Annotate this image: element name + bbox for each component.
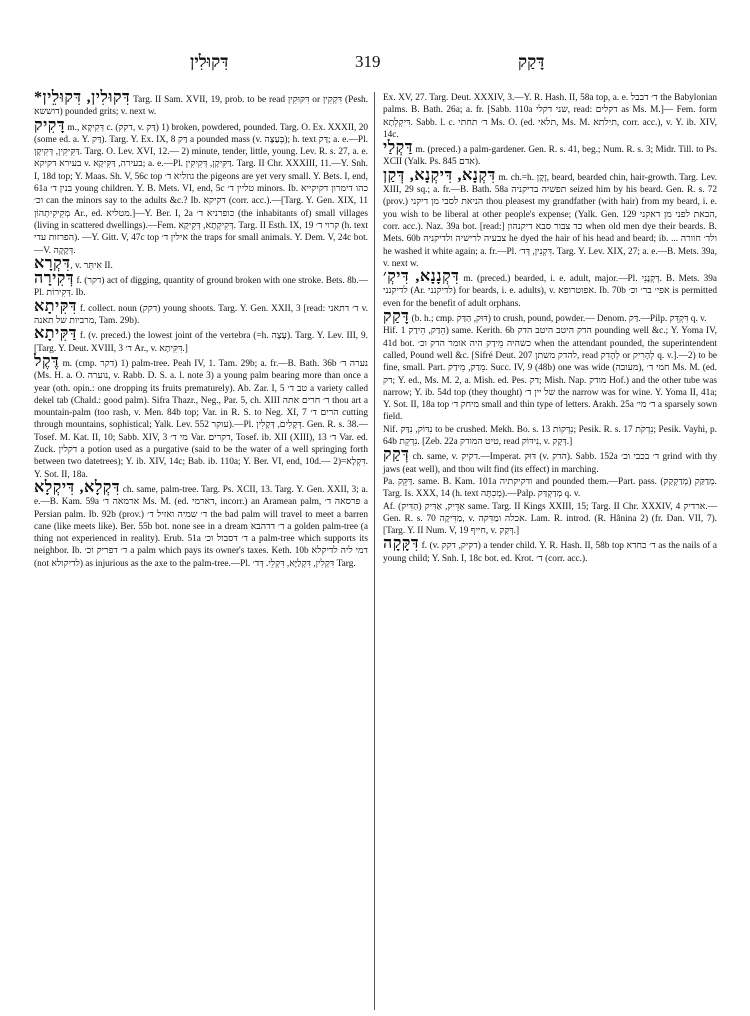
entry-headword: דִּקְנָא, דִּיקְנָא, דְּקַן [383,166,496,184]
entry-text: f. (v. preced.) the lowest joint of the vertebra (=h. עָצֶה). Targ. Y. Lev. III, 9. [Targ. Y. Deut. XVIII, 3 ד׳ Ar., v. דִּקִּיתָא.] [34,331,368,354]
entry-text: m. (preced.) a palm-gardener. Gen. R. s. 41, beg.; Num. R. s. 3; Midr. Till. to Ps. XCII (Yalk. Ps. 845 אדם). [383,145,717,168]
entry [383,535,718,565]
entry [34,325,368,355]
entry [34,89,368,119]
entry-text: ch. same, v. דקיק.—Imperat. דּוּק (v. הדק). Sabb. 152a ד׳ בכבי וכ׳ grind with thy jaws (eat well), and thou wilt find (its effect) in marching. Pa. דַּקֵּק. same. B. Kam. 101a ודקיקתיה and pounded them.—Part. pass. מְדַקַּק (מְדַקְקַק). Targ. Is. XXX, 14 (h. text מְכִתָּה).—Palp. מְדַקְדַּק q. v. Af. אַדֵּיק, אַדִּיק (הַדִּיק) same. Targ. II Kings XXIII, 15; Targ. II Chr. XXXIV, 4 ארדיק.—Gen. R. s. 70 מַדִּיקָה, v. אכלה ומַדִּקה. Lam. R. introd. (R. Hânina 2) (fr. Dan. VII, 7). [Targ. Y. II Num. V, 19 חייף, v. דְּקַק.] [383,452,718,537]
entry-headword: דַּקְלַי [383,139,413,157]
entry-text: f. (v. דקיק, דקק) a tender child. Y. R. Hash. II, 58b top ד׳ כחדא as the nails of a young child; Y. Snh. I, 18c bot. ed. Krot. ד׳ (corr. acc.). [383,541,718,564]
page-number: 319 [355,52,381,71]
entry [34,352,369,481]
entry [34,478,368,570]
right-column [383,92,717,565]
entry-continuation [383,92,717,141]
left-column [34,89,369,570]
entry-headword: דִּקְלָא, דִּיקְלָא [34,478,121,496]
entry-headword: דָּקִיק [34,116,66,134]
entry [383,446,718,537]
entry-headword: דְּקִירָה [34,270,75,288]
column-divider [374,92,375,1010]
entry-headword: דִּקְנָנָא, דִּיקְ׳ [383,268,460,286]
entry [34,297,369,328]
running-head [0,52,750,76]
entry [383,166,718,270]
entry-text: , v. אִיתֵּר II. [70,260,113,271]
entry-headword: דֶּקֶל [34,352,60,370]
entry-headword: דִּקְרָא [34,254,71,272]
running-head-right-word: דָּקַק [518,52,545,71]
entry-headword: דָּקַק [383,308,410,326]
entry-text: Targ. II Sam. XVII, 19, prob. to be read דִּקּוּקִין or דִּקְקִין (Pesh. דוששא) pounded grits; v. next w. [34,95,368,118]
entry-text: m. (cmp. דקר) 1) palm-tree. Peah IV, 1. Tam. 29b; a. fr.—B. Bath. 36b נערה ד׳ (Ms. H. a. O. נוערה, v. Rabb. D. S. a. l. note 3) a young palm bearing more than once a year (oth. opin.: one dropping its fruits prematurely). Ab. Zar. I, 5 טב ד׳ a variety called dekel tab (Chald.: good palm). Sifra Thazr., Neg., Par. 5, ch. XIII ד׳ חרים אתה thou art a mountain-palm (too rash, v. Men. 84b top; Var. in R. S. to Neg. XI, 7 הרים ד׳ cutting through mountains, sophistical; Yalk. Lev. 552 עוקר).—Pl. דְּקָלִים, דְּקָלִין. Gen. R. s. 38.—Tosef. M. Kat. II, 10; Sabb. XIV, 3 מי ד׳ Var. דקרים, Tosef. ib. XII (XIII), 13 ד׳ Var. ed. Zuck. דקלין a potion used as a purgative (said to be the water of a well springing forth between two datetrees); Y. ib. XIV, 14c; Bab. ib. 110a; Y. Ber. VI, end, 10d.— 2)=דִּקְלָא. Y. Sot. II, 18a. [34,358,369,480]
entry [383,308,718,448]
running-head-left-word: דִּקוּלִין [190,52,229,71]
entry-text: m. (preced.) bearded, i. e. adult, major.—Pl. דְּקְנָנֵי. B. Mets. 39a לדיקנני (Ar. לדיקנני) for beards, i. e. adults), v. אפוטרופא. Ib. 70b אפי׳ בר׳ וכ׳ is permitted even for the benefit of adult orphans. [383,274,717,309]
entry [34,270,368,300]
entry-headword: דִּקָּקָה [383,535,420,553]
entry [383,139,717,169]
entry-text: m., דְּקִיקָא c. (דקק, v. דַּק) 1) broken, powdered, pounded. Targ. O. Ex. XXXII, 20 (some ed. a. Y. דַּק). Targ. Y. Ex. IX, 8 דַּק a pounded mass (v. בְּעַצָּה); h. text דַּק; a. e.—Pl. דַּקִּיקִין, דְּקִיקָן. Targ. O. Lev. XVI, 12.— 2) minute, tender, little, young. Lev. R. s. 27, a. e. בעירא דקיקא v. בעירה, דַּקִּיקָא; a. e.—Pl. דַּקִּיקָן, דְּקִיקִין. Targ. II Chr. XXXIII, 11.—Y. Snh. I, 18d top; Y. Maas. Sh. V, 56c top גוזליא ד׳ the pigeons are yet very small. Y. Bets. I, end, 61a בנין ד׳ young children. Y. B. Mets. VI, end, 5c טליין ד׳ minors. Ib. כהו דימרון דקיקייא וכ׳ can the minors say to the adults &c.? Ib. דקיקא (corr. acc.).—[Targ. Y. Gen. XIX, 11 מְקִיקִיתְהוֹן Ar., ed. מטליא.]—Y. Ber. I, 2a כופרניא ד׳ (the inhabitants of) small villages (living in scattered dwellings).—Fem. דְּקִיקְתָא, דְּקִיקָא. Targ. II Esth. IX, 19 קרוי ד׳ (h. text הפרזות עדי). —Y. Gitt. V, 47c top אילין ד׳ the traps for small animals. Y. Dem. V, 24c bot.—V. דְּקָקָה. [34,122,369,256]
entry-headword: *דִּקוּלִין, דִּקוּלֵין [34,89,131,106]
entry-text: f. collect. noun (דקק) young shoots. Targ. Y. Gen. XXII, 3 [read: ד׳ דתאני v. מרביות של תאנה, Tam. 29b). [34,303,369,327]
entry-text: m. ch.=h. זָקָן, beard, bearded chin, hair-growth. Targ. Lev. XIII, 29 sq.; a. fr.—B. Bath. 58a תפשיה בדיקניה seized him by his beard. Gen. R. s. 72 (prov.) הניאת לסבי מן דיקני thou pleasest my grandfather (with hair) from my beard, i. e. you wish to be liberal at other people's expense; (Yalk. Gen. 129 הבאת לפני מן דאקני, corr. acc.). Naz. 39a bot. [read:] כד צבור סבא דיקנהון when old men dye their beards. B. Mets. 60b צבעיה לרישיה ולדיקניה he dyed the hair of his head and beard; ib. ... ולד׳ חוורה he washed it white again; a. fr.—Pl. דִּקְנִין, דְּד׳. Targ. Y. Lev. XIX, 27; a. e.—B. Mets. 39a, v. next w. [383,172,718,269]
entry-text: ch. same, palm-tree. Targ. Ps. XCII, 13. Targ. Y. Gen. XXII, 3; a. e.—B. Kam. 59a ארמאה ד׳ Ms. M. (ed. דארמי, incorr.) an Aramean palm, פרסאה ד׳ a Persian palm. Ib. 92b (prov.) ד׳ שמיה ואזיל ד׳ the bad palm will travel to meet a barren cane (like meets like). Ber. 55b bot. none see in a dream ד׳ דדהבא a golden palm-tree (a thing not experienced in reality). Erub. 51a ד׳ דסבול וכ׳ a palm-tree which supports its neighbor. Ib. ד׳ דפריק וכ׳ a palm which pays its owner's taxes. Keth. 10b דמי ליה לדיקלא (not לדיקולא) as injurious as the axe to the palm-tree.—Pl. דִּקְלִין, דִּקְלַיָּא, דִּקְלֵי. דְּד׳ Targ. [34,484,368,569]
entry-text: (b. h.; cmp. דּוּק, הַדַּק) to crush, pound, powder.— Denom. דַּק.—Pilp. דִּקְדֵּק q. v. Hif. הֵדַק, הֵידַק 1) same. Kerith. 6b הדק היטב היטב הדק pounding well &c.; Y. Yoma IV, 41d bot. כשהיה מֵידַק היה אומר הדק וכ׳ when the attendant pounded, the superintendent called, Pound well &c. [Sifré Deut. 207 להדק משתן, read לְהָדִק or לְהָרִיק q. v.].—2) to be fine, small. Part. מֵדַק, מֵידַק. Succ. IV, 9 (48b) one was wide (מעובה), חמי ד׳ Ms. M. (ed. דק; Y. ed., Ms. M. 2, a. Mish. ed. Pes. דק; Mish. Nap. מודק Hof.) and the other tube was narrow; Y. ib. 54d top (they thought) של יין ד׳ the narrow was for wine. Y. Yoma II, 41a; Y. Sot. II, 18a top מיחק ד׳ small and thin type of letters. Arakh. 25a ד׳ מי׳ a sparsely sown field. Nif. נִדּוֹק, נִדַּק to be crushed. Mekh. Bo. s. 13 נִדְּקוֹת; Pesik. R. s. 17 נִדְקֹת; Pesik. Vayhi, p. 64b נִדְקֵת. [Zeb. 22a טיט המודק, read נִידּוֹק, v. דְּקָק.] [383,314,718,448]
entry [383,268,717,310]
entry-headword: דַּקִּיתָא [34,325,77,343]
entry-headword: דְּקַק [383,446,410,464]
entry [34,116,369,257]
entry-text: Ex. XV, 27. Targ. Deut. XXXIV, 3.—Y. R. Hash. II, 58a top, a. e. ד׳ דבבל the Babylonian palms. B. Bath. 26a; a. fr. [Sabb. 110a שני דקלי, read: דקלים as Ms. M.]— Fem. form דִּיקְלְתָא. Sabb. l. c. ד׳ תחתי Ms. O. (ed. תלאי, Ms. M. תילתא, corr. acc.), v. Y. ib. XIV, 14c. [383,93,717,140]
entry-text: f. (דקר) act of digging, quantity of ground broken with one stroke. Bets. 8b.—Pl. דְּקִירוֹת. Ib. [34,276,368,299]
entry [34,254,368,272]
entry-headword: דִּקִּיתָא [34,297,77,315]
